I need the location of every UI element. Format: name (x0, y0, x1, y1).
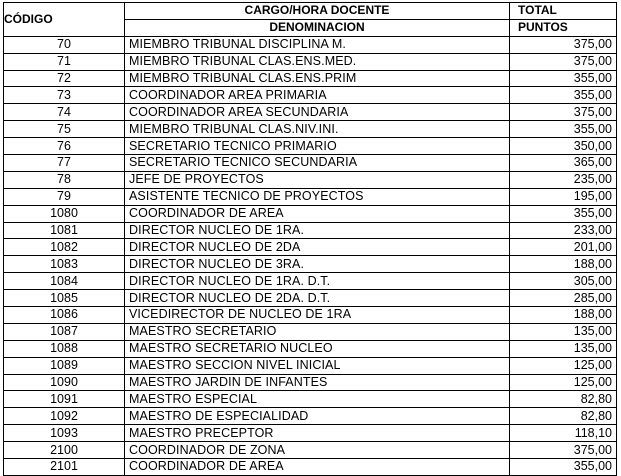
name-cell: ASISTENTE TECNICO DE PROYECTOS (125, 188, 510, 205)
points-cell: 135,00 (510, 340, 617, 357)
table-row (4, 391, 617, 408)
points-cell: 188,00 (510, 307, 617, 324)
name-cell: MAESTRO SECRETARIO (125, 323, 510, 340)
header-cargo: CARGO/HORA DOCENTE (125, 3, 510, 20)
code-cell: 1084 (4, 273, 125, 290)
points-cell: 82,80 (510, 408, 617, 425)
name-cell: MIEMBRO TRIBUNAL CLAS.NIV.INI. (125, 121, 510, 138)
table-row (4, 239, 617, 256)
table-row (4, 340, 617, 357)
table-body (4, 36, 617, 475)
table-row (4, 374, 617, 391)
code-cell: 1082 (4, 239, 125, 256)
points-cell: 201,00 (510, 239, 617, 256)
table-row (4, 104, 617, 121)
name-cell: MAESTRO SECCION NIVEL INICIAL (125, 357, 510, 374)
table-row (4, 205, 617, 222)
name-cell: SECRETARIO TECNICO SECUNDARIA (125, 155, 510, 172)
points-cell: 125,00 (510, 357, 617, 374)
code-cell: 73 (4, 87, 125, 104)
table-row (4, 256, 617, 273)
points-table (3, 2, 617, 476)
header-code: CÓDIGO (4, 3, 125, 37)
code-cell: 2100 (4, 442, 125, 459)
points-cell: 285,00 (510, 290, 617, 307)
points-cell: 355,00 (510, 70, 617, 87)
code-cell: 1093 (4, 425, 125, 442)
name-cell: VICEDIRECTOR DE NUCLEO DE 1RA (125, 307, 510, 324)
points-cell: 375,00 (510, 36, 617, 53)
table-row (4, 53, 617, 70)
header-denominacion: DENOMINACION (125, 19, 510, 36)
table-row (4, 307, 617, 324)
table-row (4, 323, 617, 340)
code-cell: 1092 (4, 408, 125, 425)
table-row (4, 70, 617, 87)
points-cell: 118,10 (510, 425, 617, 442)
header-puntos: PUNTOS (510, 19, 617, 36)
name-cell: DIRECTOR NUCLEO DE 3RA. (125, 256, 510, 273)
points-cell: 135,00 (510, 323, 617, 340)
name-cell: DIRECTOR NUCLEO DE 2DA (125, 239, 510, 256)
code-cell: 1080 (4, 205, 125, 222)
name-cell: MIEMBRO TRIBUNAL CLAS.ENS.MED. (125, 53, 510, 70)
header-total: TOTAL (510, 3, 617, 20)
points-cell: 375,00 (510, 442, 617, 459)
code-cell: 72 (4, 70, 125, 87)
code-cell: 1085 (4, 290, 125, 307)
name-cell: COORDINADOR AREA SECUNDARIA (125, 104, 510, 121)
name-cell: COORDINADOR DE ZONA (125, 442, 510, 459)
code-cell: 79 (4, 188, 125, 205)
name-cell: MAESTRO DE ESPECIALIDAD (125, 408, 510, 425)
table-row (4, 188, 617, 205)
points-cell: 350,00 (510, 138, 617, 155)
name-cell: DIRECTOR NUCLEO DE 1RA. (125, 222, 510, 239)
points-cell: 355,00 (510, 205, 617, 222)
points-cell: 305,00 (510, 273, 617, 290)
name-cell: MAESTRO SECRETARIO NUCLEO (125, 340, 510, 357)
name-cell: JEFE DE PROYECTOS (125, 171, 510, 188)
points-cell: 355,00 (510, 121, 617, 138)
code-cell: 1088 (4, 340, 125, 357)
name-cell: DIRECTOR NUCLEO DE 1RA. D.T. (125, 273, 510, 290)
code-cell: 1083 (4, 256, 125, 273)
table-row (4, 290, 617, 307)
name-cell: MAESTRO ESPECIAL (125, 391, 510, 408)
code-cell: 1090 (4, 374, 125, 391)
name-cell: COORDINADOR AREA PRIMARIA (125, 87, 510, 104)
points-cell: 235,00 (510, 171, 617, 188)
header-row-1 (4, 3, 617, 20)
code-cell: 77 (4, 155, 125, 172)
points-cell: 82,80 (510, 391, 617, 408)
code-cell: 1089 (4, 357, 125, 374)
code-cell: 75 (4, 121, 125, 138)
name-cell: COORDINADOR DE AREA (125, 459, 510, 476)
table-row (4, 171, 617, 188)
code-cell: 1081 (4, 222, 125, 239)
code-cell: 1087 (4, 323, 125, 340)
points-cell: 355,00 (510, 87, 617, 104)
table-row (4, 273, 617, 290)
points-cell: 365,00 (510, 155, 617, 172)
points-cell: 375,00 (510, 53, 617, 70)
table-row (4, 357, 617, 374)
table-row (4, 155, 617, 172)
code-cell: 2101 (4, 459, 125, 476)
code-cell: 74 (4, 104, 125, 121)
table-row (4, 425, 617, 442)
points-cell: 195,00 (510, 188, 617, 205)
table-row (4, 459, 617, 476)
table-row (4, 121, 617, 138)
name-cell: DIRECTOR NUCLEO DE 2DA. D.T. (125, 290, 510, 307)
code-cell: 78 (4, 171, 125, 188)
name-cell: COORDINADOR DE AREA (125, 205, 510, 222)
name-cell: MIEMBRO TRIBUNAL DISCIPLINA M. (125, 36, 510, 53)
name-cell: MAESTRO JARDIN DE INFANTES (125, 374, 510, 391)
name-cell: MAESTRO PRECEPTOR (125, 425, 510, 442)
points-cell: 375,00 (510, 104, 617, 121)
code-cell: 1091 (4, 391, 125, 408)
table-row (4, 408, 617, 425)
points-cell: 355,00 (510, 459, 617, 476)
table-row (4, 138, 617, 155)
name-cell: MIEMBRO TRIBUNAL CLAS.ENS.PRIM (125, 70, 510, 87)
code-cell: 71 (4, 53, 125, 70)
table-row (4, 442, 617, 459)
table-row (4, 222, 617, 239)
points-cell: 125,00 (510, 374, 617, 391)
table-row (4, 87, 617, 104)
code-cell: 1086 (4, 307, 125, 324)
points-cell: 233,00 (510, 222, 617, 239)
table-row (4, 36, 617, 53)
name-cell: SECRETARIO TECNICO PRIMARIO (125, 138, 510, 155)
points-cell: 188,00 (510, 256, 617, 273)
code-cell: 76 (4, 138, 125, 155)
code-cell: 70 (4, 36, 125, 53)
